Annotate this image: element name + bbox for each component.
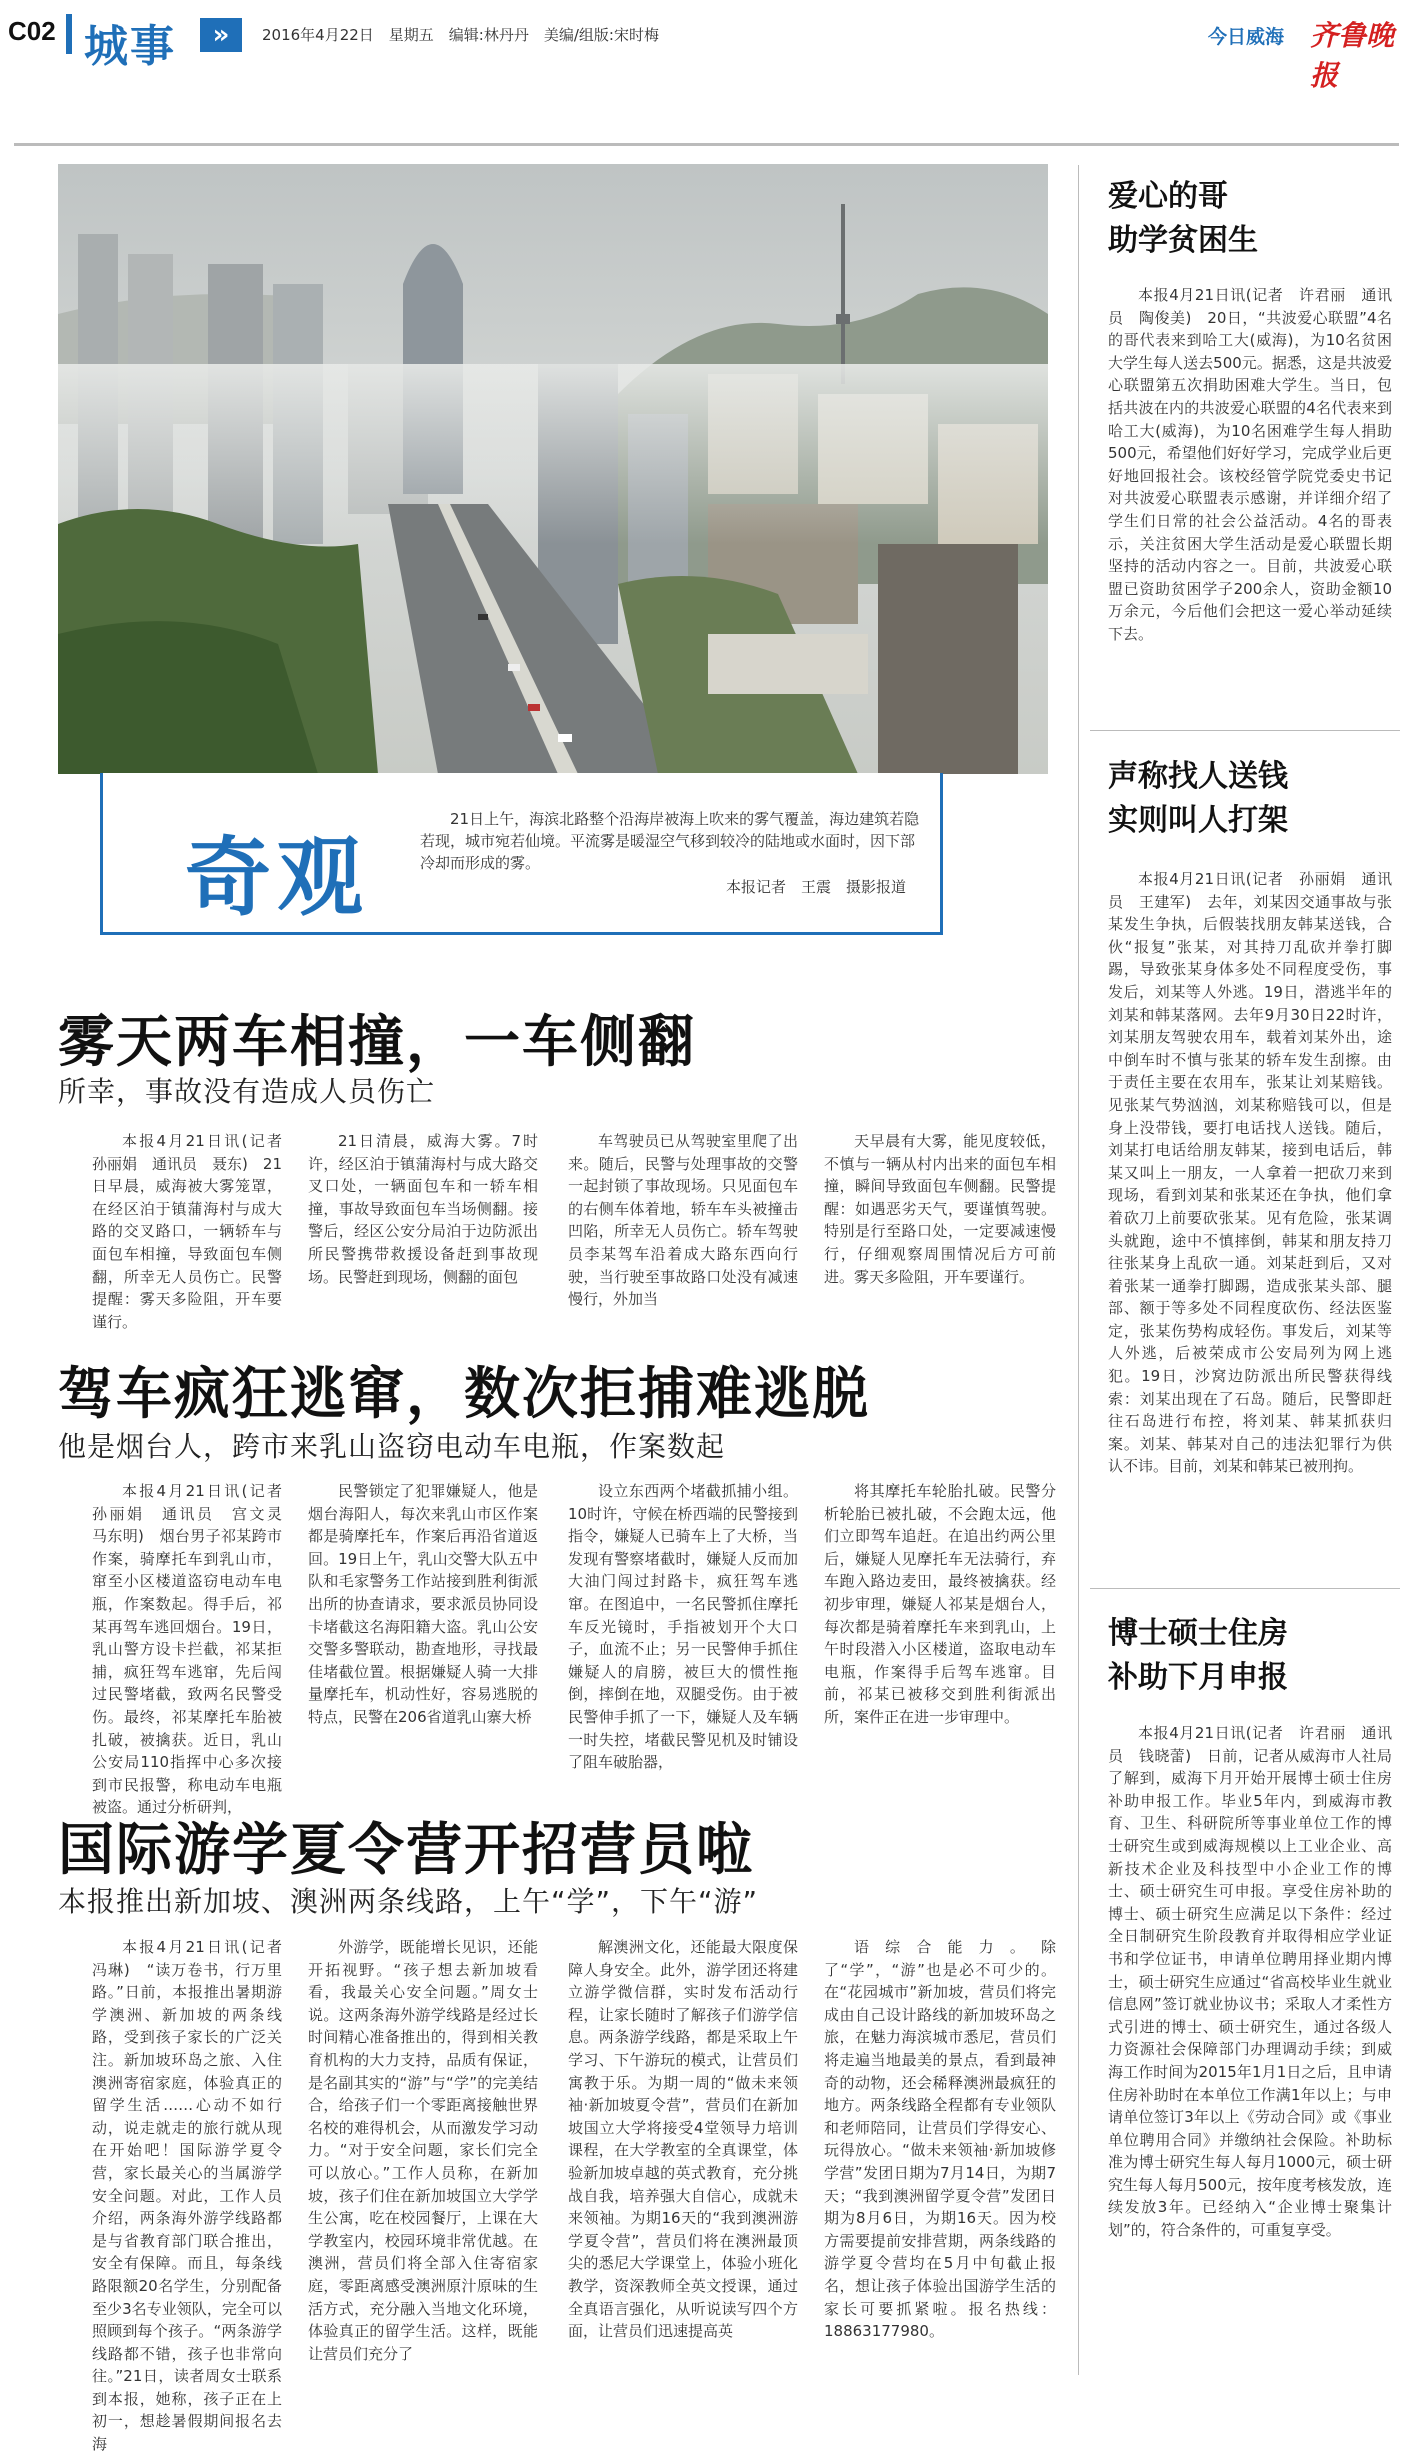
story1-headline: 雾天两车相撞，一车侧翻 (58, 1010, 696, 1075)
section-title: 城事 (84, 21, 176, 72)
column-divider (1078, 165, 1079, 2375)
story2-col-1: 本报4月21日讯(记者 孙丽娟 通讯员 宫文灵 马东明) 烟台男子祁某跨市作案，骑摩托车到乳山市，窜至小区楼道盗窃电动车电瓶，作案数起。得手后，祁某再驾车逃回烟台。19日，乳山警方设卡拦截，祁某拒捕，疯狂驾车逃窜，先后闯过民警堵截，致两名民警受伤。最终，祁某摩托车胎被扎破，被擒获。近日，乳山公安局110指挥中心多次接到市民报警，称电动车电瓶被盗。通过分析研判， (92, 1482, 298, 1817)
side1-headline: 爱心的哥 助学贫困生 (1108, 179, 1258, 258)
story3-col-4: 语综合能力。除了“学”，“游”也是必不可少的。在“花园城市”新加坡，营员们将完成由自己设计路线的新加坡环岛之旅，在魅力海滨城市悉尼，营员们将走遍当地最美的景点，看到最神奇的动物，还会稀释澳洲最疯狂的地方。两条线路全程都有专业领队和老师陪同，让营员们学得安心、玩得放心。“做未来领袖·新加坡修学营”发团日期为7月14日，为期7天；“我到澳洲留学夏令营”发团日期为8月6日，为期16天。因为校方需要提前安排营期，两条线路的游学夏令营均在5月中旬截止报名，想让孩子体验出国游学生活的家长可要抓紧啦。报名热线：18863177980。 (824, 1938, 1056, 2341)
side3-body: 本报4月21日讯(记者 许君丽 通讯员 钱晓蕾) 日前，记者从威海市人社局了解到，威海下月开始开展博士硕士住房补助申报工作。毕业5年内，到威海市教育、卫生、科研院所等事业单位工作的博士研究生或到威海规模以上工业企业、高新技术企业及科技型中小企业工作的博士、硕士研究生可申报。享受住房补助的博士、硕士研究生应满足以下条件：经过全日制研究生阶段教育并取得相应学业证书和学位证书，申请单位聘用择业期内博士，硕士研究生应通过“省高校毕业生就业信息网”签订就业协议书；采取人才柔性方式引进的博士、硕士研究生，通过各级人力资源社会保障部门办理调动手续；到威海工作时间为2015年1月1日之后，且申请住房补助时在本单位工作满1年以上；与申请单位签订3年以上《劳动合同》或《事业单位聘用合同》并缴纳社会保险。补助标准为博士研究生每人每月1000元，硕士研究生每人每月500元，按年度考核发放，连续发放3年。已经纳入“企业博士聚集计划”的，符合条件的，可重复享受。 (1108, 1724, 1392, 2240)
story2-col-4: 将其摩托车轮胎扎破。民警分析轮胎已被扎破，不会跑太远，他们立即驾车追赶。在追出约两公里后，嫌疑人见摩托车无法骑行，弃车跑入路边麦田，最终被擒获。经初步审理，嫌疑人祁某是烟台人，每次都是骑着摩托车来到乳山，上午时段潜入小区楼道，盗取电动车电瓶，作案得手后驾车逃窜。目前，祁某已被移交到胜利街派出所，案件正在进一步审理中。 (824, 1482, 1056, 1726)
side-divider-2 (1090, 1588, 1400, 1589)
story2-headline: 驾车疯狂逃窜，数次拒捕难逃脱 (58, 1362, 870, 1427)
newspaper-logo: 齐鲁晚报 (1310, 19, 1395, 92)
story3-col-1: 本报4月21日讯(记者 冯琳) “读万卷书，行万里路。”日前，本报推出暑期游学澳洲、新加坡的两条线路，受到孩子家长的广泛关注。新加坡环岛之旅、入住澳洲寄宿家庭，体验真正的留学生活……心动不如行动，说走就走的旅行就从现在开始吧！国际游学夏令营，家长最关心的当属游学安全问题。对此，工作人员介绍，两条海外游学线路都是与省教育部门联合推出，安全有保障。而且，每条线路限额20名学生，分别配备至少3名专业领队，完全可以照顾到每个孩子。“两条游学线路都不错，孩子也非常向往。”21日，读者周女士联系到本报，她称，孩子正在上初一，想趁暑假期间报名去海 (92, 1938, 298, 2454)
feature-title: 奇观 (185, 828, 369, 928)
side2-body: 本报4月21日讯(记者 孙丽娟 通讯员 王建军) 去年，刘某因交通事故与张某发生争执，后假装找朋友韩某送钱，合伙“报复”张某，对其持刀乱砍并拳打脚踢，导致张某身体多处不同程度受伤，事发后，刘某等人外逃。19日，潜逃半年的刘某和韩某落网。去年9月30日22时许，刘某朋友驾驶农用车，载着刘某外出，途中倒车时不慎与张某的轿车发生刮擦。由于责任主要在农用车，张某让刘某赔钱。见张某气势汹汹，刘某称赔钱可以，但是身上没带钱，要打电话找人送钱。随后，刘某打电话给朋友韩某，接到电话后，韩某又叫上一朋友，一人拿着一把砍刀来到现场，看到刘某和张某还在争执，他们拿着砍刀上前要砍张某。见有危险，张某调头就跑，途中不慎摔倒，韩某和朋友持刀往张某身上乱砍一通。刘某赶到后，又对着张某一通拳打脚踢，造成张某头部、腿部、额于等多处不同程度砍伤、经法医鉴定，张某伤势构成轻伤。事发后，刘某等人外逃，后被荣成市公安局列为网上逃犯。19日，沙窝边防派出所民警获得线索：刘某出现在了石岛。随后，民警即赶往石岛进行布控，将刘某、韩某抓获归案。刘某、韩某对自己的违法犯罪行为供认不讳。目前，刘某和韩某已被刑拘。 (1108, 870, 1392, 1476)
side3-headline: 博士硕士住房 补助下月申报 (1108, 1616, 1288, 1695)
side2-headline: 声称找人送钱 实则叫人打架 (1108, 759, 1288, 838)
chevron-right-icon: » (200, 18, 242, 52)
edition-name: 今日威海 (1208, 26, 1285, 48)
story3-headline: 国际游学夏令营开招营员啦 (58, 1818, 754, 1883)
feature-caption: 21日上午，海滨北路整个沿海岸被海上吹来的雾气覆盖，海边建筑若隐若现，城市宛若仙境。平流雾是暖湿空气移到较冷的陆地或水面时，因下部冷却而形成的雾。 (420, 810, 920, 872)
story2-col-2: 民警锁定了犯罪嫌疑人，他是烟台海阳人，每次来乳山市区作案都是骑摩托车，作案后再沿省道返回。19日上午，乳山交警大队五中队和毛家警务工作站接到胜利街派出所的协查请求，要求派员协同设卡堵截这名海阳籍大盗。乳山公安交警多警联动，勘查地形，寻找最佳堵截位置。根据嫌疑人骑一大排量摩托车，机动性好，容易逃脱的特点，民警在206省道乳山寨大桥 (308, 1482, 538, 1726)
fog-city-illustration (58, 164, 1048, 774)
fog-city-photo (58, 164, 1048, 774)
story2-subhead: 他是烟台人，跨市来乳山盗窃电动车电瓶，作案数起 (58, 1430, 726, 1463)
story1-col-3: 车驾驶员已从驾驶室里爬了出来。随后，民警与处理事故的交警一起封锁了事故现场。只见面包车的右侧车体着地，轿车车头被撞击凹陷，所幸无人员伤亡。轿车驾驶员李某驾车沿着成大路东西向行驶，当行驶至事故路口处没有减速慢行，外加当 (568, 1132, 798, 1309)
story3-col-3: 解澳洲文化，还能最大限度保障人身安全。此外，游学团还将建立游学微信群，实时发布活动行程，让家长随时了解孩子们游学信息。两条游学线路，都是采取上午学习、下午游玩的模式，让营员们寓教于乐。为期一周的“做未来领袖·新加坡夏令营”，营员们在新加坡国立大学将接受4堂领导力培训课程，在大学教室的全真课堂，体验新加坡卓越的英式教育，充分挑战自我，培养强大自信心，成就未来领袖。为期16天的“我到澳洲游学夏令营”，营员们将在澳洲最顶尖的悉尼大学课堂上，体验小班化教学，资深教师全英文授课，通过全真语言强化，从听说读写四个方面，让营员们迅速提高英 (568, 1938, 798, 2341)
story1-subhead: 所幸，事故没有造成人员伤亡 (58, 1075, 436, 1108)
story1-col-4: 天早晨有大雾，能见度较低，不慎与一辆从村内出来的面包车相撞，瞬间导致面包车侧翻。民警提醒：如遇恶劣天气，要谨慎驾驶。特别是行至路口处，一定要减速慢行，仔细观察周围情况后方可前进。雾天多险阻，开车要谨行。 (824, 1132, 1056, 1286)
header-rule (14, 143, 1399, 146)
issue-info: 2016年4月22日 星期五 编辑:林丹丹 美编/组版:宋时梅 (262, 26, 659, 44)
side1-body: 本报4月21日讯(记者 许君丽 通讯员 陶俊美) 20日，“共波爱心联盟”4名的哥代表来到哈工大(威海)，为10名贫困大学生每人送去500元。据悉，这是共波爱心联盟第五次捐助困难大学生。当日，包括共波在内的共波爱心联盟的4名代表来到哈工大(威海)，为10名困难学生每人捐助500元，希望他们好好学习，完成学业后更好地回报社会。该校经管学院党委史书记对共波爱心联盟表示感谢，并详细介绍了学生们日常的社会公益活动。4名的哥表示，关注贫困大学生活动是爱心联盟长期坚持的活动内容之一。目前，共波爱心联盟已资助贫困学子200余人，资助金额10万余元，今后他们会把这一爱心举动延续下去。 (1108, 286, 1392, 643)
page-number: C02 (8, 16, 56, 46)
section-divider (66, 14, 72, 54)
feature-credit: 本报记者 王震 摄影报道 (726, 878, 907, 896)
story1-col-2: 21日清晨，威海大雾。7时许，经区泊于镇蒲海村与成大路交叉口处，一辆面包车和一轿车相撞，事故导致面包车当场侧翻。接警后，经区公安分局泊于边防派出所民警携带救援设备赶到事故现场。民警赶到现场，侧翻的面包 (308, 1132, 538, 1286)
side-divider-1 (1090, 730, 1400, 731)
story3-col-2: 外游学，既能增长见识，还能开拓视野。“孩子想去新加坡看看，我最关心安全问题。”周女士说。这两条海外游学线路是经过长时间精心准备推出的，得到相关教育机构的大力支持，品质有保证，是名副其实的“游”与“学”的完美结合，给孩子们一个零距离接触世界名校的难得机会，从而激发学习动力。“对于安全问题，家长们完全可以放心。”工作人员称，在新加坡，孩子们住在新加坡国立大学学生公寓，吃在校园餐厅，上课在大学教室内，校园环境非常优越。在澳洲，营员们将全部入住寄宿家庭，零距离感受澳洲原汁原味的生活方式，充分融入当地文化环境，体验真正的留学生活。这样，既能让营员们充分了 (308, 1938, 538, 2363)
story3-subhead: 本报推出新加坡、澳洲两条线路，上午“学”，下午“游” (58, 1885, 759, 1918)
story2-col-3: 设立东西两个堵截抓捕小组。10时许，守候在桥西端的民警接到指令，嫌疑人已骑车上了大桥，当发现有警察堵截时，嫌疑人反而加大油门闯过封路卡，疯狂驾车逃窜。在图追中，一名民警抓住摩托车反光镜时，手指被划开个大口子，血流不止；另一民警伸手抓住嫌疑人的肩膀，被巨大的惯性拖倒，摔倒在地，双腿受伤。由于被民警伸手抓了一下，嫌疑人及车辆一时失控，堵截民警见机及时铺设了阻车破胎器， (568, 1482, 798, 1772)
story1-col-1: 本报4月21日讯(记者 孙丽娟 通讯员 聂东) 21日早晨，威海被大雾笼罩，在经区泊于镇蒲海村与成大路的交叉路口，一辆轿车与面包车相撞，导致面包车侧翻，所幸无人员伤亡。民警提醒：雾天多险阻，开车要谨行。 (92, 1132, 298, 1331)
